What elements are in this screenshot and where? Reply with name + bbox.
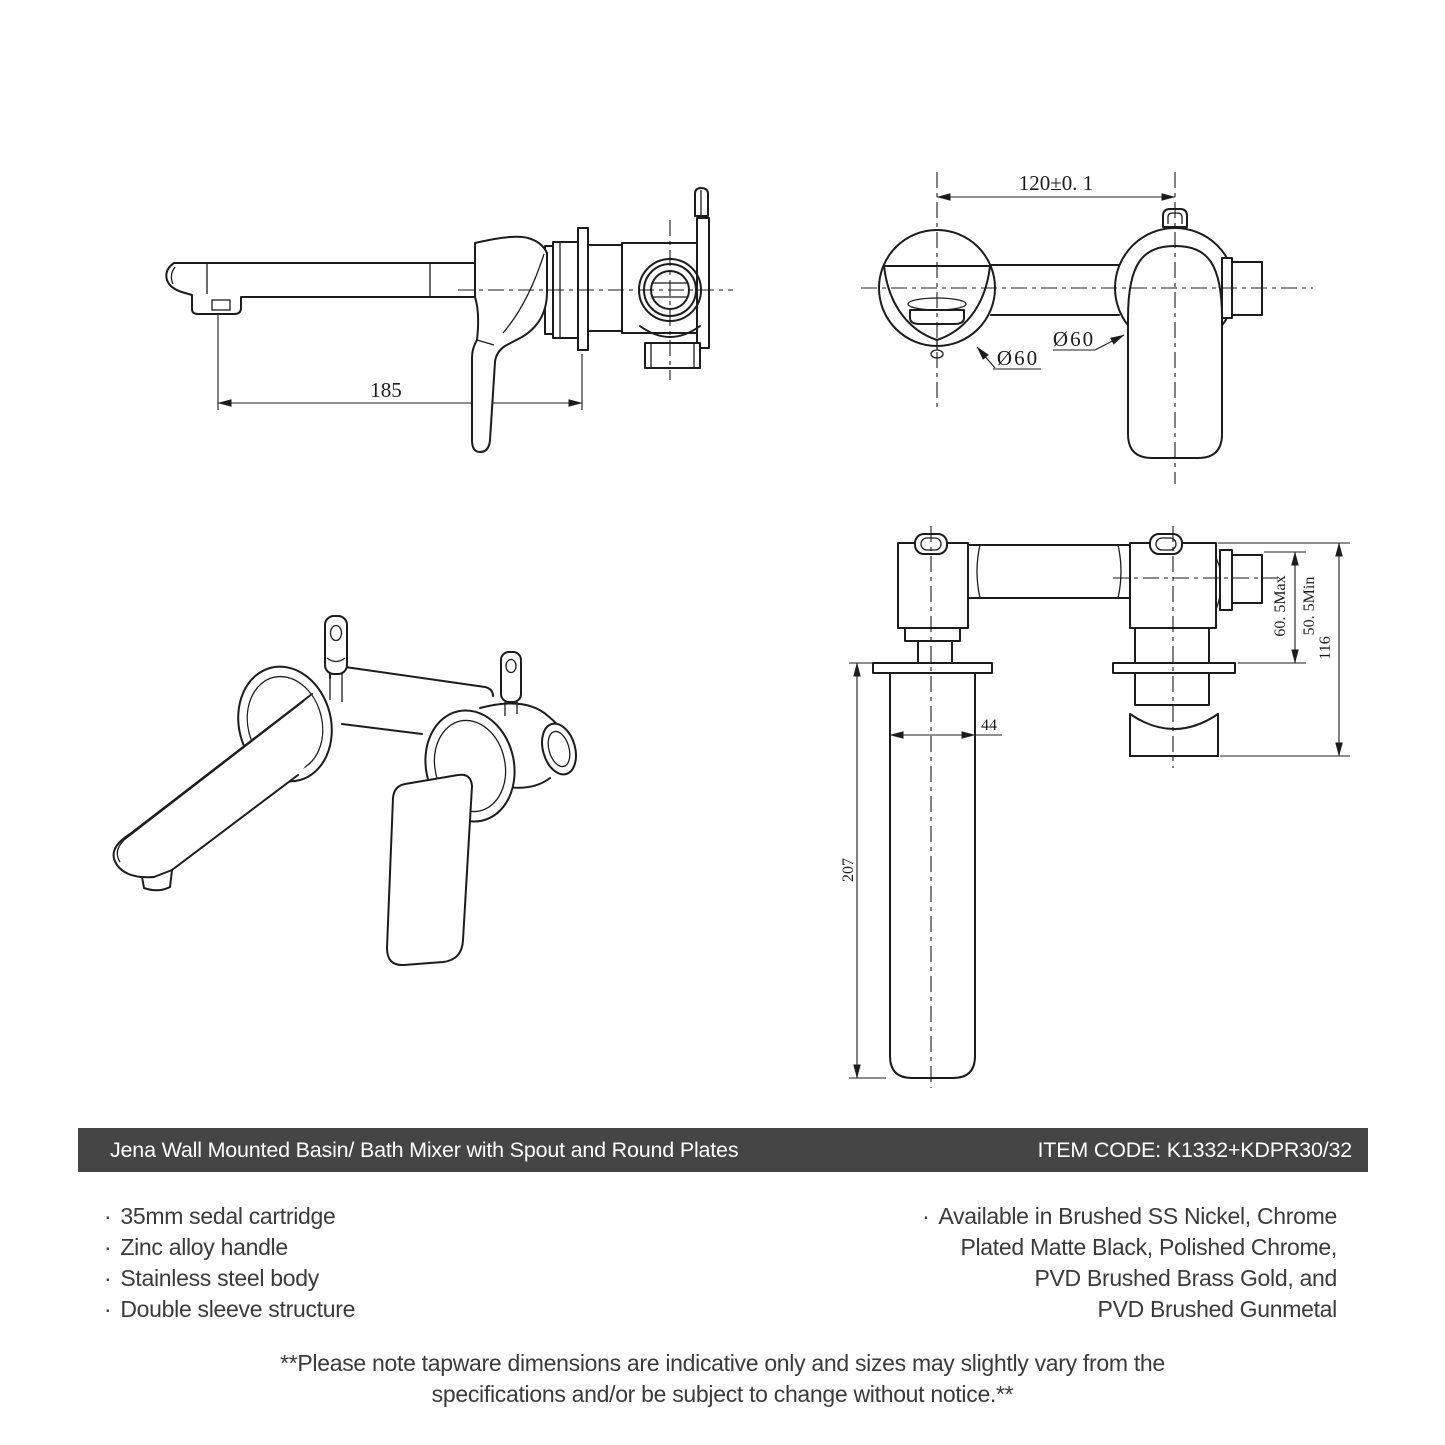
product-title: Jena Wall Mounted Basin/ Bath Mixer with Spout and Round Plates xyxy=(110,1137,739,1162)
front-view-drawing xyxy=(855,158,1325,488)
dim-185: 185 xyxy=(370,378,402,402)
spout-body-top xyxy=(898,543,968,628)
side-view-drawing xyxy=(128,182,753,482)
cartridge-top xyxy=(1232,555,1262,603)
title-bar xyxy=(78,1128,1368,1172)
feature-text: Double sleeve structure xyxy=(120,1296,356,1322)
dim-44: 44 xyxy=(981,717,997,734)
left-lug-perspective xyxy=(325,616,347,674)
handle-grip-top xyxy=(1130,714,1218,729)
outlet-perspective xyxy=(536,720,581,779)
finishes-list xyxy=(922,1201,1337,1325)
dim-207: 207 xyxy=(840,858,857,882)
feature-item xyxy=(104,1294,355,1325)
handle-side xyxy=(472,237,547,452)
finishes-line: Plated Matte Black, Polished Chrome, xyxy=(960,1234,1337,1260)
bullet-icon: · xyxy=(104,1234,112,1260)
dim-116: 116 xyxy=(1317,636,1334,660)
finishes-line: PVD Brushed Gunmetal xyxy=(1097,1296,1337,1322)
dim-50-5-min: 50. 5Min xyxy=(1301,576,1318,636)
feature-item xyxy=(104,1232,355,1263)
wall-plate-edge xyxy=(578,228,588,350)
handle-perspective xyxy=(387,775,472,965)
feature-text: Zinc alloy handle xyxy=(120,1234,288,1260)
finishes-line: PVD Brushed Brass Gold, and xyxy=(1034,1265,1337,1291)
bullet-icon: · xyxy=(104,1203,112,1229)
spout-tube-top xyxy=(890,673,975,1078)
top-view-drawing xyxy=(828,518,1368,1093)
features-list xyxy=(104,1201,355,1325)
bullet-icon: · xyxy=(922,1203,930,1229)
dim-d60-left: Ø60 xyxy=(996,346,1040,370)
feature-item xyxy=(104,1201,355,1232)
feature-text: 35mm sedal cartridge xyxy=(120,1203,336,1229)
mixer-body-top xyxy=(1130,543,1216,628)
dim-60-5-max: 60. 5Max xyxy=(1272,575,1289,637)
dim-d60-right: Ø60 xyxy=(1052,327,1096,351)
perspective-view-drawing xyxy=(80,588,700,1018)
feature-item xyxy=(104,1263,355,1294)
spout-flange-top xyxy=(873,663,992,673)
feature-text: Stainless steel body xyxy=(120,1265,319,1291)
bullet-icon: · xyxy=(104,1296,112,1322)
item-code: ITEM CODE: K1332+KDPR30/32 xyxy=(1037,1137,1352,1162)
finishes-text: Available in Brushed SS Nickel, Chrome xyxy=(938,1203,1337,1229)
dim-120: 120±0. 1 xyxy=(1018,171,1094,195)
bullet-icon: · xyxy=(104,1265,112,1291)
disclaimer-line: **Please note tapware dimensions are indicative only and sizes may slightly vary from the xyxy=(280,1350,1165,1376)
handle-flange-top xyxy=(1113,663,1235,673)
disclaimer-note xyxy=(0,1348,1445,1410)
disclaimer-line: specifications and/or be subject to change without notice.** xyxy=(431,1381,1014,1407)
finishes-line xyxy=(922,1201,1337,1232)
